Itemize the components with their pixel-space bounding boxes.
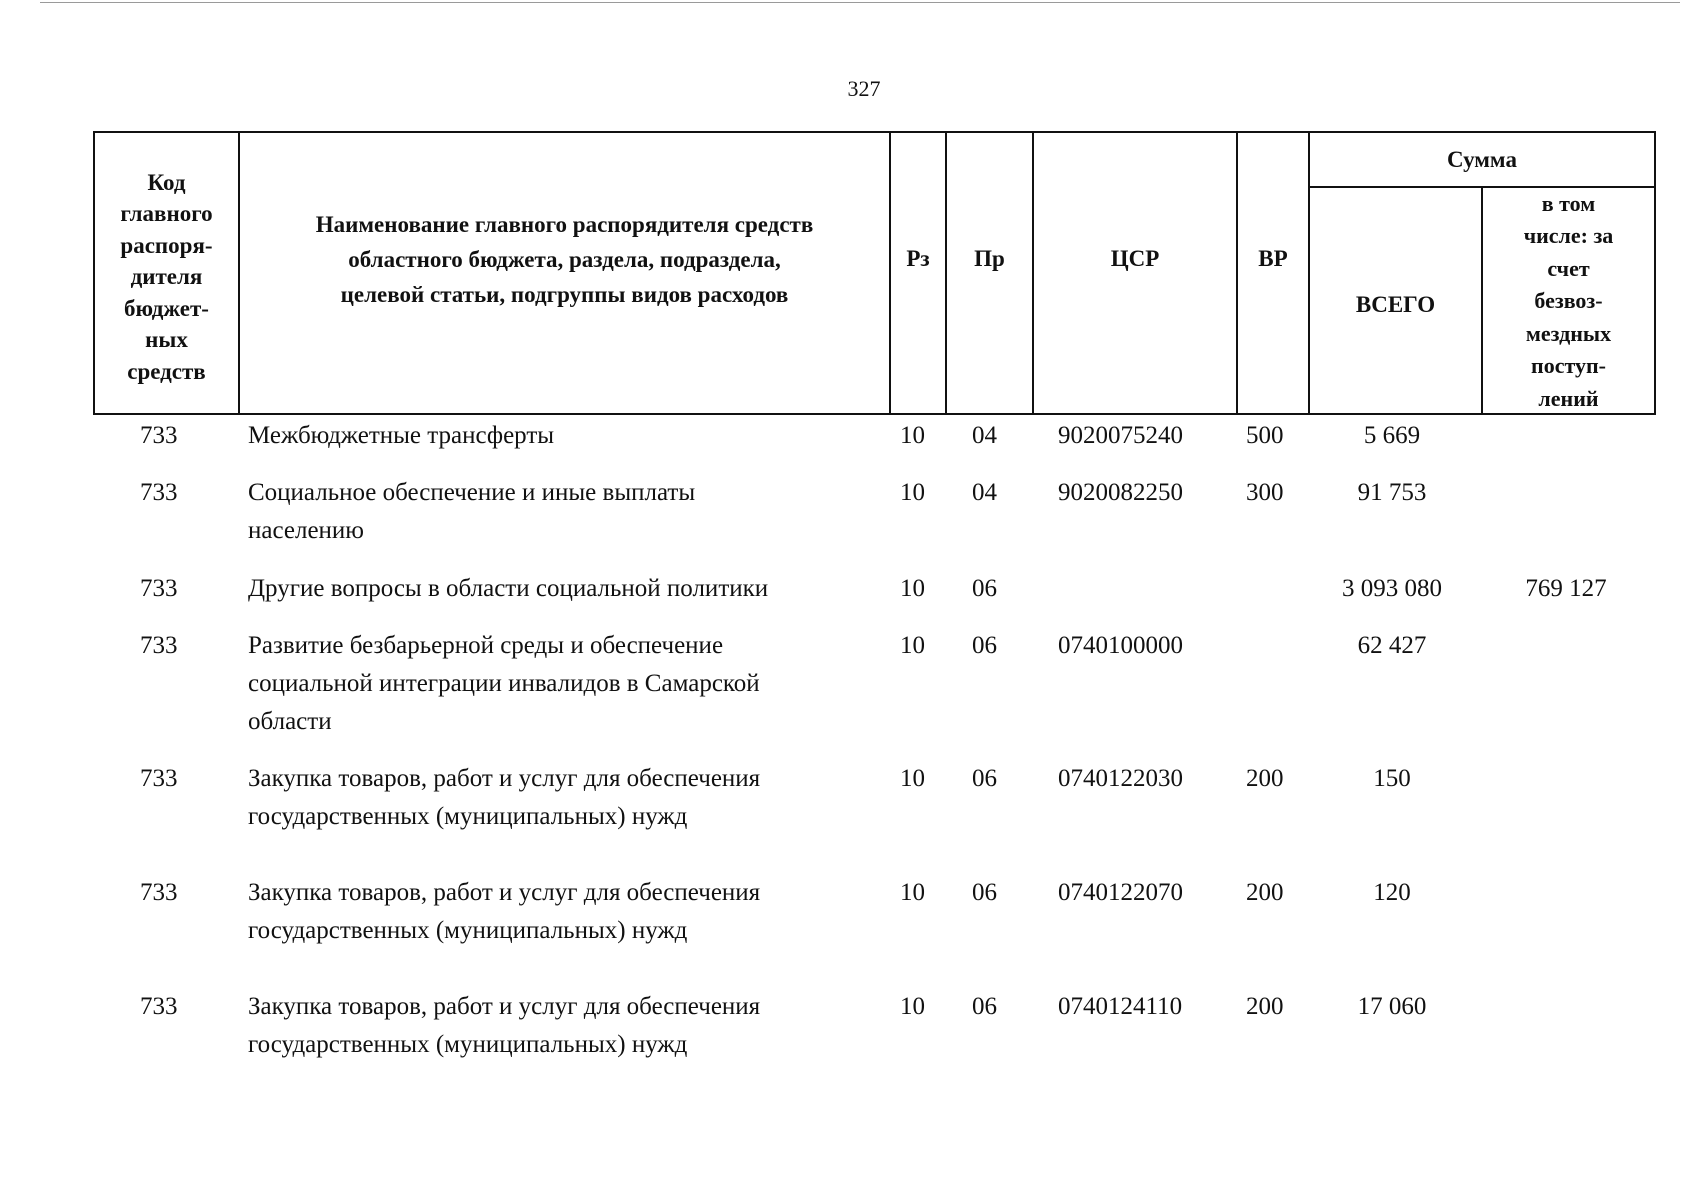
row-vr: 200 [1246,993,1284,1020]
page-number: 327 [847,76,881,101]
row-name [248,570,878,608]
row-name [248,874,878,950]
row-code: 733 [140,575,178,602]
header-code-line: средств [127,358,206,384]
header-free-line: мездных [1525,320,1612,346]
header-free-line: числе: за [1523,223,1614,249]
row-pr: 06 [972,575,997,602]
row-pr: 04 [972,422,997,449]
row-csr: 0740122030 [1058,765,1183,792]
row-rz: 10 [900,422,925,449]
row-code: 733 [140,479,178,506]
row-total: 3 093 080 [1342,575,1442,602]
row-name-line: Развитие безбарьерной среды и обеспечение [248,632,724,659]
header-free [1483,188,1654,413]
row-rz: 10 [900,879,925,906]
row-total: 62 427 [1357,632,1427,659]
row-name-line: Закупка товаров, работ и услуг для обеспечения [248,765,761,792]
row-name-line: государственных (муниципальных) нужд [248,803,688,830]
row-name-line: государственных (муниципальных) нужд [248,1031,688,1058]
header-free-line: безвоз- [1534,288,1603,314]
header-vr: ВР [1258,246,1288,272]
row-vr: 500 [1246,422,1284,449]
header-code-line: распоря- [120,232,213,258]
row-csr: 9020082250 [1058,479,1183,506]
row-code: 733 [140,632,178,659]
row-csr: 0740100000 [1058,632,1183,659]
row-total: 17 060 [1357,993,1427,1020]
header-csr: ЦСР [1110,246,1160,272]
row-pr: 04 [972,479,997,506]
row-total: 91 753 [1357,479,1427,506]
row-vr: 200 [1246,765,1284,792]
row-csr: 0740122070 [1058,879,1183,906]
header-code-line: Код [147,169,186,195]
header-name-line: целевой статьи, подгруппы видов расходов [340,281,789,307]
row-total: 150 [1373,765,1411,792]
row-rz: 10 [900,632,925,659]
row-rz: 10 [900,993,925,1020]
header-name [240,133,889,413]
row-total: 120 [1373,879,1411,906]
row-name-line: Закупка товаров, работ и услуг для обеспечения [248,879,761,906]
row-name [248,627,878,741]
header-pr: Пр [974,246,1005,272]
page-top-rule [40,2,1680,3]
row-name [248,760,878,836]
row-name-line: Закупка товаров, работ и услуг для обеспечения [248,993,761,1020]
header-sum: Сумма [1447,146,1517,172]
row-pr: 06 [972,993,997,1020]
row-csr: 0740124110 [1058,993,1183,1020]
header-total: ВСЕГО [1355,291,1436,317]
row-name-line: Социальное обеспечение и иные выплаты [248,479,696,506]
row-pr: 06 [972,765,997,792]
row-pr: 06 [972,632,997,659]
header-code-line: ных [145,327,188,353]
row-name [248,988,878,1064]
row-name-line: населению [248,517,364,544]
header-free-line: лений [1538,385,1599,411]
header-free-line: счет [1547,255,1590,281]
header-name-line: Наименование главного распорядителя средств [315,211,814,237]
row-total: 5 669 [1363,422,1421,449]
header-code-line: главного [120,201,213,227]
row-rz: 10 [900,765,925,792]
row-code: 733 [140,422,178,449]
header-free-line: в том [1541,190,1596,216]
row-code: 733 [140,765,178,792]
header-code-line: дителя [130,264,203,290]
header-name-line: областного бюджета, раздела, подраздела, [348,246,781,272]
row-rz: 10 [900,575,925,602]
row-rz: 10 [900,479,925,506]
header-free-line: поступ- [1531,353,1606,379]
header-rz: Рз [906,246,930,272]
row-code: 733 [140,993,178,1020]
header-code-text [120,167,212,388]
row-name [248,417,878,455]
row-name-line: Другие вопросы в области социальной политики [248,575,769,602]
row-free: 769 127 [1525,575,1607,602]
header-code-line: бюджет- [124,295,209,321]
row-name [248,474,878,550]
row-pr: 06 [972,879,997,906]
row-name-line: социальной интеграции инвалидов в Самарской [248,670,760,697]
row-name-line: Межбюджетные трансферты [248,422,555,449]
header-code [95,133,238,413]
row-name-line: государственных (муниципальных) нужд [248,917,688,944]
row-vr: 300 [1246,479,1284,506]
row-csr: 9020075240 [1058,422,1183,449]
row-code: 733 [140,879,178,906]
row-vr: 200 [1246,879,1284,906]
row-name-line: области [248,708,332,735]
table-header [93,131,1656,415]
